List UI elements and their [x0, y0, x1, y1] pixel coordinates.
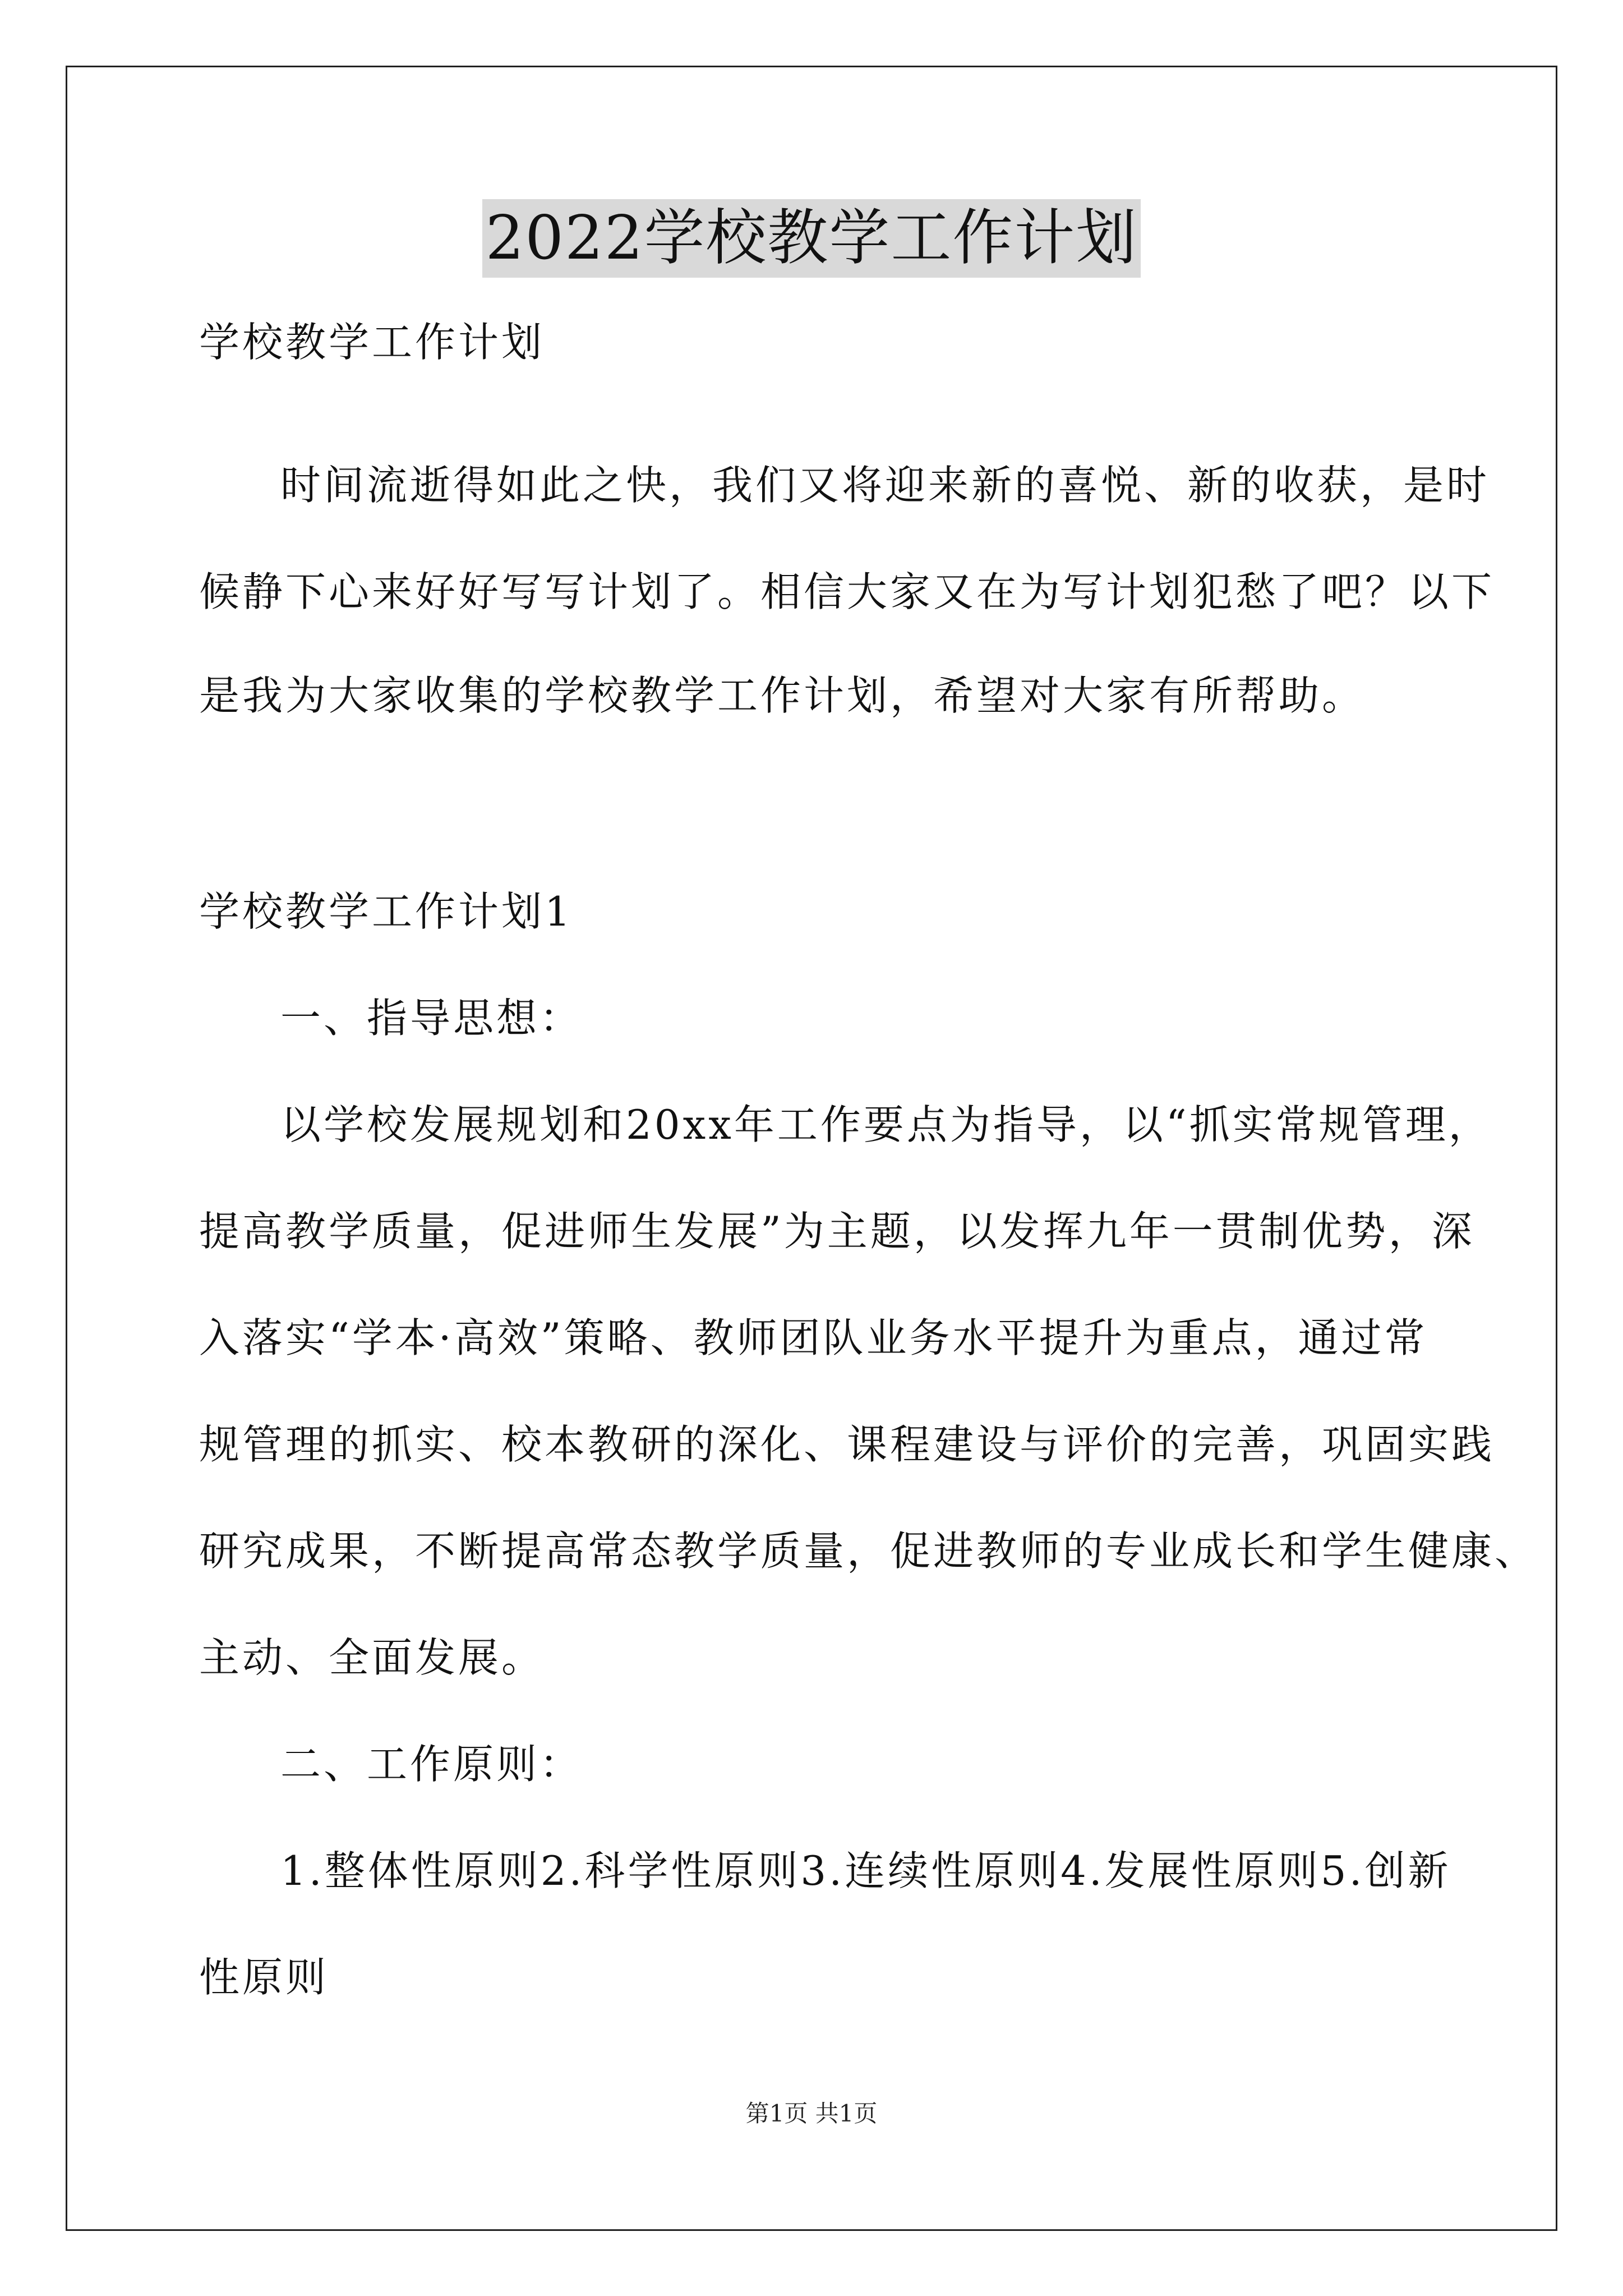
- section-heading: 学校教学工作计划1: [199, 888, 573, 935]
- paragraph-line: 是我为大家收集的学校教学工作计划，希望对大家有所帮助。: [199, 672, 1366, 719]
- title-container: [0, 199, 1623, 278]
- paragraph-line: 候静下心来好好写写计划了。相信大家又在为写计划犯愁了吧？以下: [199, 568, 1495, 615]
- paragraph-line: 规管理的抓实、校本教研的深化、课程建设与评价的完善，巩固实践: [199, 1421, 1495, 1468]
- paragraph-line: 提高教学质量，促进师生发展”为主题，以发挥九年一贯制优势，深: [199, 1208, 1475, 1255]
- paragraph-line: 以学校发展规划和20xx年工作要点为指导，以“抓实常规管理，: [280, 1101, 1492, 1148]
- paragraph-line: 主动、全面发展。: [199, 1634, 545, 1681]
- subtitle: 学校教学工作计划: [199, 319, 545, 366]
- document-title: 2022学校教学工作计划: [482, 199, 1141, 278]
- paragraph-line: 性原则: [199, 1954, 329, 2001]
- subsection-heading: 一、指导思想：: [280, 995, 583, 1042]
- paragraph-line: 1.整体性原则2.科学性原则3.连续性原则4.发展性原则5.创新: [280, 1847, 1451, 1894]
- paragraph-line: 研究成果，不断提高常态教学质量，促进教师的专业成长和学生健康、: [199, 1527, 1538, 1575]
- subsection-heading: 二、工作原则：: [280, 1741, 583, 1788]
- paragraph-line: 入落实“学本·高效”策略、教师团队业务水平提升为重点，通过常: [199, 1314, 1428, 1361]
- page-footer: 第1页 共1页: [745, 2100, 878, 2127]
- paragraph-line: 时间流逝得如此之快，我们又将迎来新的喜悦、新的收获，是时: [280, 462, 1490, 509]
